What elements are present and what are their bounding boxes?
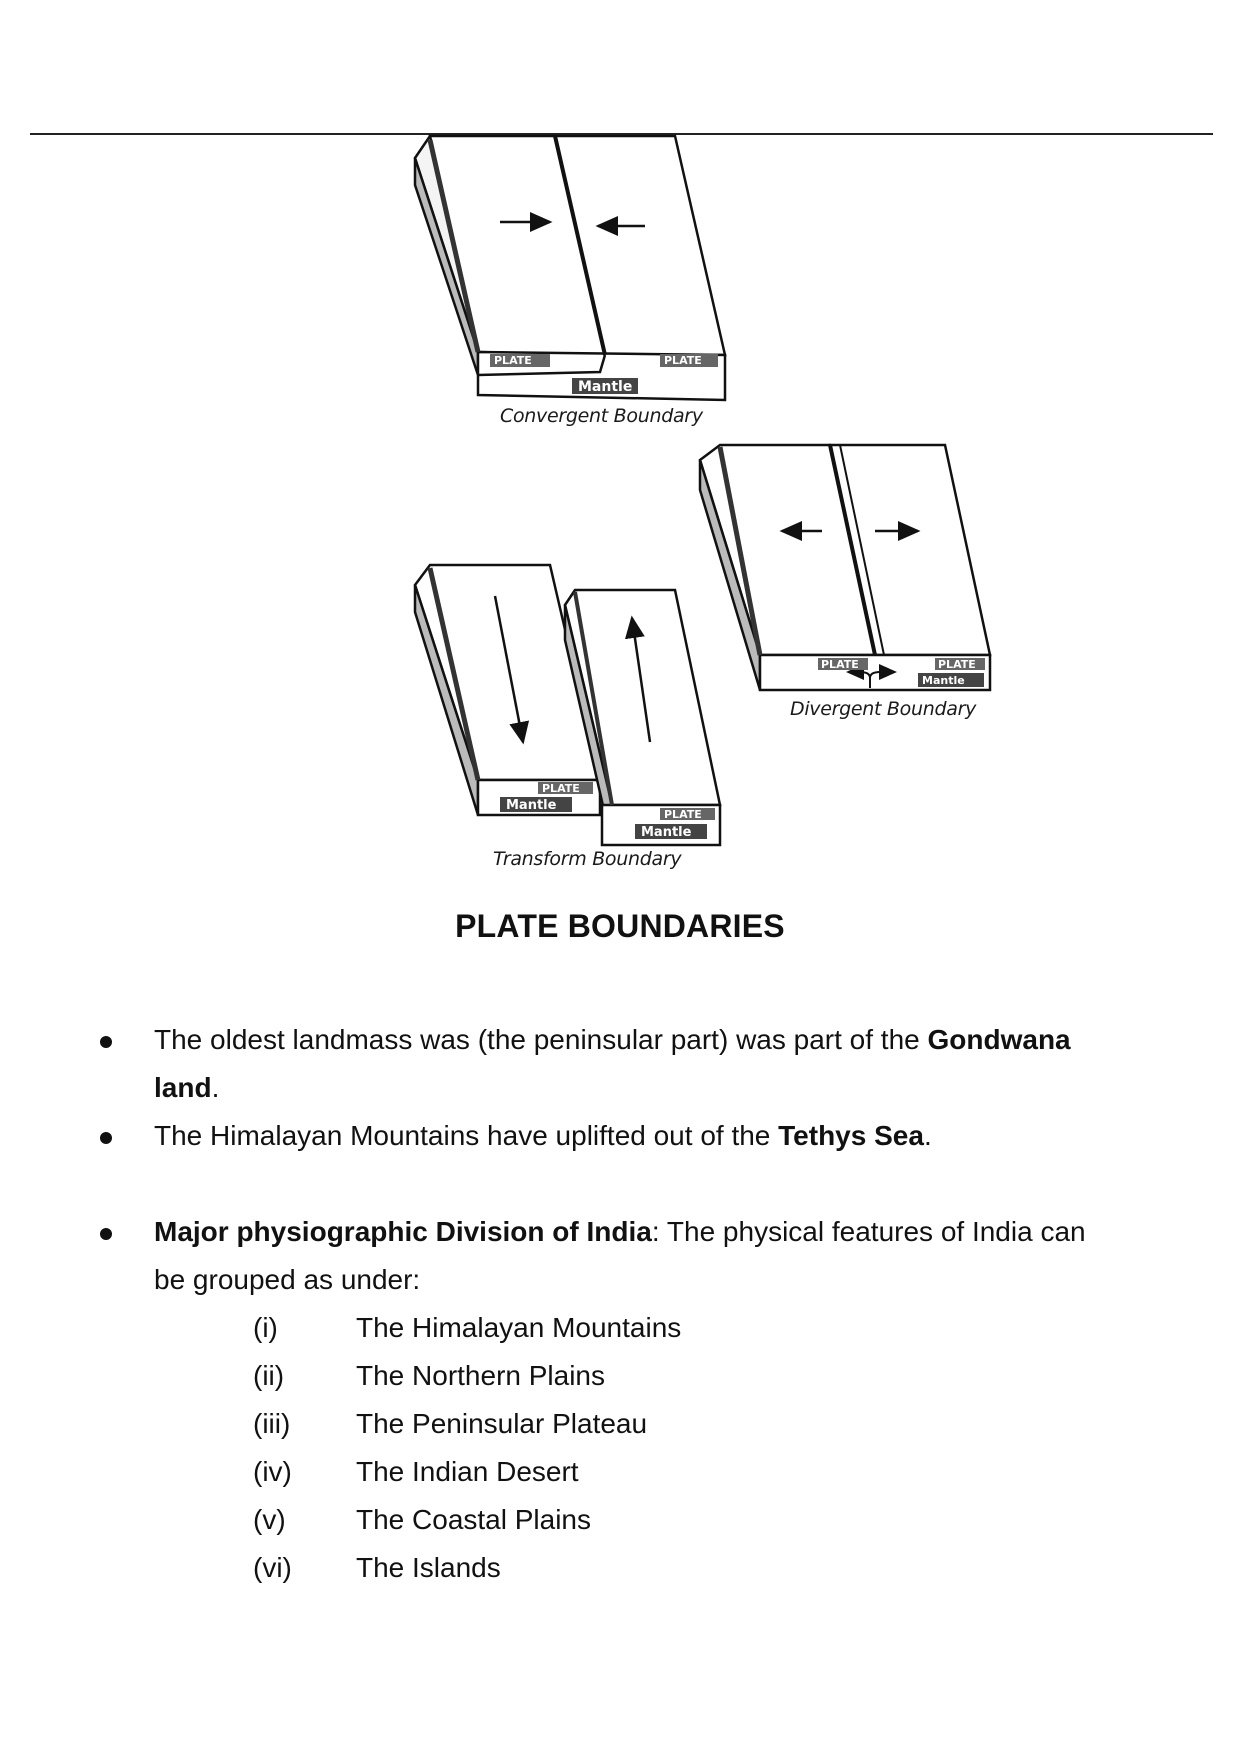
list-item-number: (iii) xyxy=(253,1408,291,1439)
transform-caption: Transform Boundary xyxy=(493,848,682,870)
bullet-dot xyxy=(100,1036,112,1048)
bullet-bold: Gondwana xyxy=(927,1024,1071,1055)
list-item-number: (v) xyxy=(253,1504,286,1535)
list-item-text: The Peninsular Plateau xyxy=(356,1408,648,1439)
bullet-item xyxy=(100,1016,1180,1112)
mantle-label: Mantle xyxy=(641,825,692,840)
list-item-number: (vi) xyxy=(253,1552,292,1583)
list-item-number: (i) xyxy=(253,1312,278,1343)
bullet-text: . xyxy=(211,1072,220,1103)
convergent-caption: Convergent Boundary xyxy=(500,405,703,427)
bullet-text: be grouped as under: xyxy=(154,1264,421,1295)
bullet-bold: land xyxy=(154,1072,212,1103)
bullet-bold: Tethys Sea xyxy=(778,1120,924,1151)
plate-label: PLATE xyxy=(664,808,702,821)
list-item-text: The Coastal Plains xyxy=(356,1504,592,1535)
list-item-text: The Himalayan Mountains xyxy=(356,1312,682,1343)
bullet-text: . xyxy=(923,1120,932,1151)
bullet-text: : The physical features of India can xyxy=(651,1216,1086,1247)
bullet-text: The oldest landmass was (the peninsular part) was part of the xyxy=(154,1024,928,1055)
bullet-item xyxy=(100,1112,1180,1160)
mantle-label: Mantle xyxy=(506,798,557,813)
plate-label: PLATE xyxy=(821,658,859,671)
list-item-number: (iv) xyxy=(253,1456,292,1487)
list-item-number: (ii) xyxy=(253,1360,285,1391)
mantle-label: Mantle xyxy=(922,674,965,687)
list-item-text: The Northern Plains xyxy=(356,1360,606,1391)
bullet-dot xyxy=(100,1228,112,1240)
list-item-text: The Indian Desert xyxy=(356,1456,579,1487)
mantle-label: Mantle xyxy=(578,379,633,395)
bullet-text: The Himalayan Mountains have uplifted out of the xyxy=(154,1120,779,1151)
plate-label: PLATE xyxy=(938,658,976,671)
divergent-boundary-illustration xyxy=(700,445,990,690)
page-title: PLATE BOUNDARIES xyxy=(455,908,785,944)
plate-label: PLATE xyxy=(494,354,532,367)
bullet-dot xyxy=(100,1132,112,1144)
plate-label: PLATE xyxy=(664,354,702,367)
list-item-text: The Islands xyxy=(356,1552,501,1583)
bullet-bold: Major physiographic Division of India xyxy=(154,1216,652,1247)
plate-label: PLATE xyxy=(542,782,580,795)
bullet-item xyxy=(100,1208,1180,1304)
divergent-caption: Divergent Boundary xyxy=(790,698,977,720)
